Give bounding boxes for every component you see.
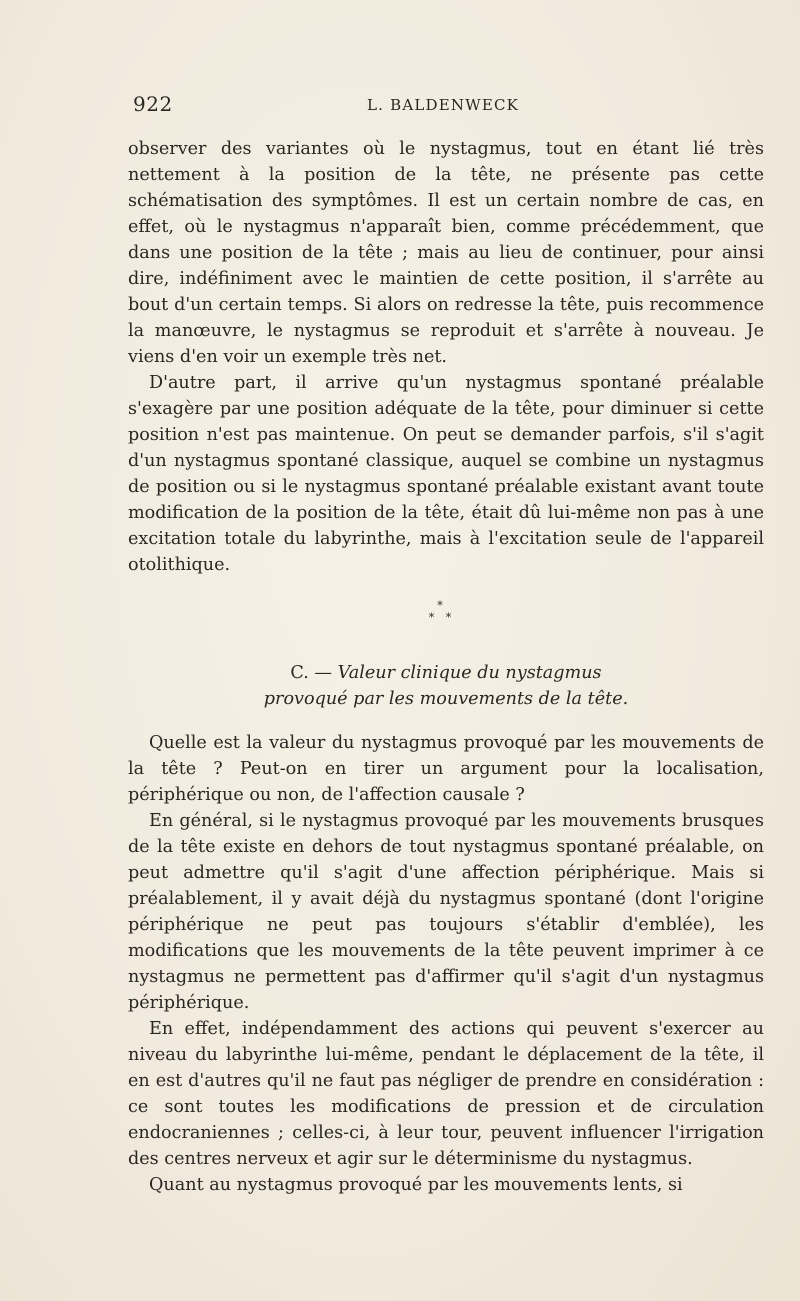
paragraph: En effet, indépendamment des actions qui peuvent s'exercer au niveau du labyrinthe lui-même, pendant le déplacement de la tête, il en est d'autres qu'il ne faut pas négliger de prendre en considération : ce sont toutes les modifications de pression et de circulation endocraniennes ; celles-ci, à leur tour, peuvent influencer l'irrigation des centres nerveux et agir sur le déterminisme du nystagmus. — [128, 1019, 764, 1169]
paragraph: observer des variantes où le nystagmus, tout en étant lié très nettement à la position de la tête, ne présente pas cette schématisation des symptômes. Il est un certain nombre de cas, en effet, où le nystagmus n'apparaît bien, comme précédemment, que dans une position de la tête ; mais au lieu de continuer, pour ainsi dire, indéfiniment avec le maintien de cette position, il s'arrête au bout d'un certain temps. Si alors on redresse la tête, puis recommence la manœuvre, le nystagmus se reproduit et s'arrête à nouveau. Je viens d'en voir un exemple très net. — [128, 139, 764, 367]
section-label: C. — — [290, 663, 333, 683]
paragraph: Quant au nystagmus provoqué par les mouvements lents, si — [149, 1175, 683, 1195]
running-title: L. BALDENWECK — [367, 96, 520, 114]
paragraph: D'autre part, il arrive qu'un nystagmus spontané préalable s'exagère par une position adéquate de la tête, pour diminuer si cette position n'est pas maintenue. On peut se demander parfois, s'il s'agit d'un nystagmus spontané classique, auquel se combine un nystagmus de position ou si le nystagmus spontané préalable existant avant toute modification de la position de la tête, était dû lui-même non pas à une excitation totale du labyrinthe, mais à l'excitation seule de l'appareil otolithique. — [128, 373, 764, 575]
page-number: 922 — [133, 92, 173, 116]
asterism-top: * — [437, 599, 447, 612]
section-heading-line-1 — [128, 660, 764, 686]
paragraph: En général, si le nystagmus provoqué par les mouvements brusques de la tête existe en dehors de tout nystagmus spontané préalable, on peut admettre qu'il s'agit d'une affection périphérique. Mais si préalablement, il y avait déjà du nystagmus spontané (dont l'origine périphérique ne peut pas toujours s'établir d'emblée), les modifications que les mouvements de la tête peuvent imprimer à ce nystagmus ne permettent pas d'affirmer qu'il s'agit d'un nystagmus périphérique. — [128, 811, 764, 1013]
asterism-bottom: * * — [428, 611, 456, 624]
section-title-line-2: provoqué par les mouvements de la tête. — [263, 689, 629, 709]
running-head — [133, 92, 763, 116]
section-heading — [128, 660, 764, 712]
section-title-line-1: Valeur clinique du nystagmus — [337, 663, 602, 683]
asterism — [420, 600, 464, 624]
paragraph: Quelle est la valeur du nystagmus provoqué par les mouvements de la tête ? Peut-on en tirer un argument pour la localisation, périphérique ou non, de l'affection causale ? — [128, 733, 764, 805]
section-2-text — [128, 730, 764, 1198]
section-1-text — [128, 136, 764, 578]
